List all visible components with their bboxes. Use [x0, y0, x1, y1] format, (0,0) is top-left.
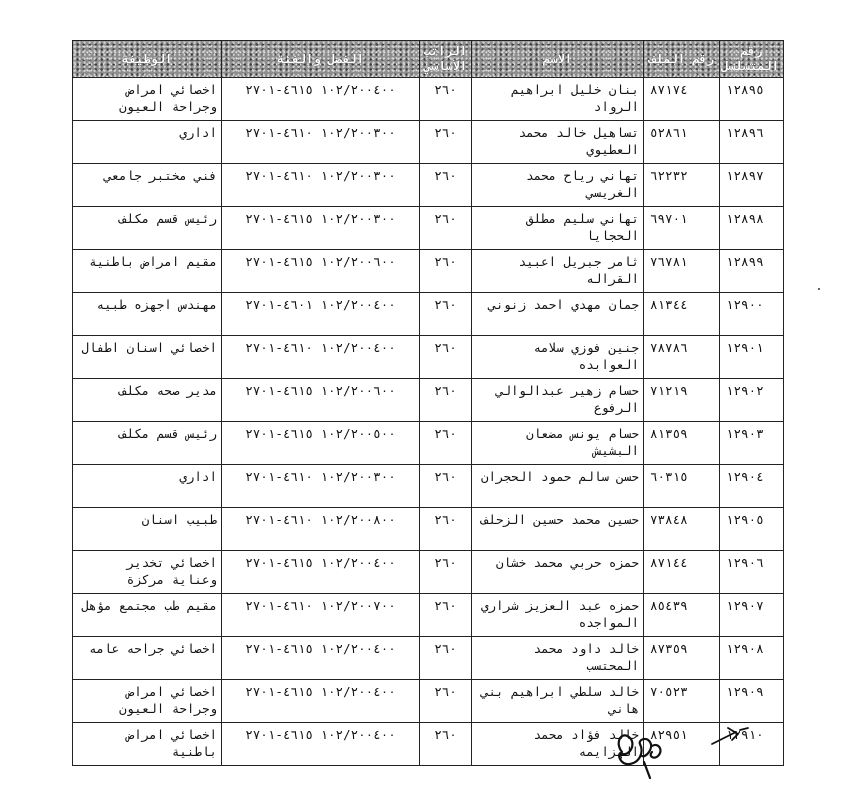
table-row — [73, 465, 784, 508]
name-cell: حسام زهير عبدالوالي الرفوع — [472, 379, 644, 422]
table-row — [73, 293, 784, 336]
file-cell: ٦٢٢٣٢ — [644, 164, 720, 207]
salary-cell: ٢٦٠ — [420, 723, 472, 766]
header-seq: رقم المتسلسل — [720, 41, 784, 78]
job-cell: مقيم امراض باطنية — [73, 250, 222, 293]
name-cell: خالد داود محمد المحتسب — [472, 637, 644, 680]
name-cell: خالد فؤاد محمد الهزايمه — [472, 723, 644, 766]
name-cell: حمزه عبد العزيز شراري المواجده — [472, 594, 644, 637]
job-cell: مهندس اجهزه طبيه — [73, 293, 222, 336]
file-cell: ٨١٣٥٩ — [644, 422, 720, 465]
job-cell: مدير صحه مكلف — [73, 379, 222, 422]
name-cell: حمزه حربي محمد خشان — [472, 551, 644, 594]
seq-cell: ١٢٨٩٩ — [720, 250, 784, 293]
table-row — [73, 637, 784, 680]
job-cell: فني مختبر جامعي — [73, 164, 222, 207]
salary-cell: ٢٦٠ — [420, 508, 472, 551]
seq-cell: ١٢٨٩٨ — [720, 207, 784, 250]
name-cell: تهاني سليم مطلق الحجايا — [472, 207, 644, 250]
name-cell: ثامر جبريل اعبيد القراله — [472, 250, 644, 293]
salary-cell: ٢٦٠ — [420, 637, 472, 680]
name-cell: تساهيل خالد محمد العطيوي — [472, 121, 644, 164]
classification-cell: ١٠٢/٢٠٠٥٠٠ ٤٦١٥-٢٧٠١ — [222, 422, 420, 465]
table-row — [73, 594, 784, 637]
name-cell: بنان خليل ابراهيم الرواد — [472, 78, 644, 121]
salary-cell: ٢٦٠ — [420, 336, 472, 379]
file-cell: ٨٧٣٥٩ — [644, 637, 720, 680]
file-cell: ٦٠٣١٥ — [644, 465, 720, 508]
table-row — [73, 551, 784, 594]
seq-cell: ١٢٨٩٦ — [720, 121, 784, 164]
header-classification: الفصل والفئة — [222, 41, 420, 78]
classification-cell: ١٠٢/٢٠٠٦٠٠ ٤٦١٥-٢٧٠١ — [222, 379, 420, 422]
table-row — [73, 121, 784, 164]
job-cell: رئيس قسم مكلف — [73, 207, 222, 250]
classification-cell: ١٠٢/٢٠٠٤٠٠ ٤٦١٥-٢٧٠١ — [222, 680, 420, 723]
seq-cell: ١٢٩٠٧ — [720, 594, 784, 637]
salary-cell: ٢٦٠ — [420, 250, 472, 293]
seq-cell: ١٢٩٠٦ — [720, 551, 784, 594]
header-job: الوظيفة — [73, 41, 222, 78]
file-cell: ٨٧١٤٤ — [644, 551, 720, 594]
signature-mark — [600, 712, 680, 784]
table-row — [73, 508, 784, 551]
name-cell: تهاني رياح محمد الغريسي — [472, 164, 644, 207]
salary-cell: ٢٦٠ — [420, 293, 472, 336]
job-cell: اخصائي جراحه عامه — [73, 637, 222, 680]
header-salary: الراتب الأساسي — [420, 41, 472, 78]
salary-cell: ٢٦٠ — [420, 465, 472, 508]
seq-cell: ١٢٩٠٥ — [720, 508, 784, 551]
table-body — [73, 78, 784, 766]
job-cell: اخصائي اسنان اطفال — [73, 336, 222, 379]
file-cell: ٧٣٨٤٨ — [644, 508, 720, 551]
salary-cell: ٢٦٠ — [420, 121, 472, 164]
name-cell: حسين محمد حسين الزحلف — [472, 508, 644, 551]
job-cell: اخصائي امراض باطنية — [73, 723, 222, 766]
salary-cell: ٢٦٠ — [420, 78, 472, 121]
file-cell: ٨٢٩٥١ — [644, 723, 720, 766]
table-row — [73, 164, 784, 207]
seq-cell: ١٢٩٠٠ — [720, 293, 784, 336]
job-cell: رئيس قسم مكلف — [73, 422, 222, 465]
job-cell: طبيب اسنان — [73, 508, 222, 551]
table-row — [73, 336, 784, 379]
header-file: رقم الملف — [644, 41, 720, 78]
classification-cell: ١٠٢/٢٠٠٣٠٠ ٤٦١٠-٢٧٠١ — [222, 121, 420, 164]
job-cell: اخصائي تخدير وعناية مركزة — [73, 551, 222, 594]
salary-cell: ٢٦٠ — [420, 379, 472, 422]
name-cell: جمان مهدي احمد زنوني — [472, 293, 644, 336]
file-cell: ٧٠٥٢٣ — [644, 680, 720, 723]
classification-cell: ١٠٢/٢٠٠٨٠٠ ٤٦١٠-٢٧٠١ — [222, 508, 420, 551]
classification-cell: ١٠٢/٢٠٠٤٠٠ ٤٦١٥-٢٧٠١ — [222, 637, 420, 680]
salary-cell: ٢٦٠ — [420, 594, 472, 637]
salary-cell: ٢٦٠ — [420, 680, 472, 723]
name-cell: خالد سلطي ابراهيم بني هاني — [472, 680, 644, 723]
seq-cell: ١٢٩٠٤ — [720, 465, 784, 508]
classification-cell: ١٠٢/٢٠٠٣٠٠ ٤٦١٠-٢٧٠١ — [222, 465, 420, 508]
job-cell: اخصائي امراض وجراحة العيون — [73, 680, 222, 723]
job-cell: اخصائي امراض وجراحة العيون — [73, 78, 222, 121]
stray-dot — [818, 288, 820, 290]
salary-cell: ٢٦٠ — [420, 551, 472, 594]
job-cell: اداري — [73, 121, 222, 164]
table-header — [73, 41, 784, 78]
name-cell: حسام يونس مضعان البشيش — [472, 422, 644, 465]
classification-cell: ١٠٢/٢٠٠٤٠٠ ٤٦١٥-٢٧٠١ — [222, 551, 420, 594]
salary-cell: ٢٦٠ — [420, 164, 472, 207]
job-cell: مقيم طب مجتمع مؤهل — [73, 594, 222, 637]
seq-cell: ١٢٩١٠ — [720, 723, 784, 766]
file-cell: ٧٦٧٨١ — [644, 250, 720, 293]
salary-cell: ٢٦٠ — [420, 207, 472, 250]
table-row — [73, 250, 784, 293]
file-cell: ٨٥٤٣٩ — [644, 594, 720, 637]
seq-cell: ١٢٩٠٨ — [720, 637, 784, 680]
file-cell: ٥٢٨٦١ — [644, 121, 720, 164]
employee-table — [72, 40, 784, 766]
file-cell: ٧١٢١٩ — [644, 379, 720, 422]
table-row — [73, 422, 784, 465]
seq-cell: ١٢٩٠٩ — [720, 680, 784, 723]
file-cell: ٨٧١٧٤ — [644, 78, 720, 121]
seq-cell: ١٢٩٠٢ — [720, 379, 784, 422]
salary-cell: ٢٦٠ — [420, 422, 472, 465]
file-cell: ٨١٣٤٤ — [644, 293, 720, 336]
file-cell: ٦٩٧٠١ — [644, 207, 720, 250]
job-cell: اداري — [73, 465, 222, 508]
table-row — [73, 379, 784, 422]
seq-cell: ١٢٨٩٧ — [720, 164, 784, 207]
table-row — [73, 207, 784, 250]
classification-cell: ١٠٢/٢٠٠٤٠٠ ٤٦١٥-٢٧٠١ — [222, 78, 420, 121]
classification-cell: ١٠٢/٢٠٠٤٠٠ ٤٦٠١-٢٧٠١ — [222, 293, 420, 336]
classification-cell: ١٠٢/٢٠٠٦٠٠ ٤٦١٥-٢٧٠١ — [222, 250, 420, 293]
initial-mark — [708, 722, 752, 752]
name-cell: حسن سالم حمود الحجران — [472, 465, 644, 508]
seq-cell: ١٢٩٠١ — [720, 336, 784, 379]
file-cell: ٧٨٧٨٦ — [644, 336, 720, 379]
classification-cell: ١٠٢/٢٠٠٤٠٠ ٤٦١٥-٢٧٠١ — [222, 723, 420, 766]
classification-cell: ١٠٢/٢٠٠٧٠٠ ٤٦١٠-٢٧٠١ — [222, 594, 420, 637]
classification-cell: ١٠٢/٢٠٠٣٠٠ ٤٦١٥-٢٧٠١ — [222, 207, 420, 250]
classification-cell: ١٠٢/٢٠٠٤٠٠ ٤٦١٠-٢٧٠١ — [222, 336, 420, 379]
seq-cell: ١٢٨٩٥ — [720, 78, 784, 121]
header-name: الاسم — [472, 41, 644, 78]
seq-cell: ١٢٩٠٣ — [720, 422, 784, 465]
table-row — [73, 78, 784, 121]
name-cell: جنين فوزي سلامه العوابده — [472, 336, 644, 379]
classification-cell: ١٠٢/٢٠٠٣٠٠ ٤٦١٠-٢٧٠١ — [222, 164, 420, 207]
header-row — [73, 41, 784, 78]
